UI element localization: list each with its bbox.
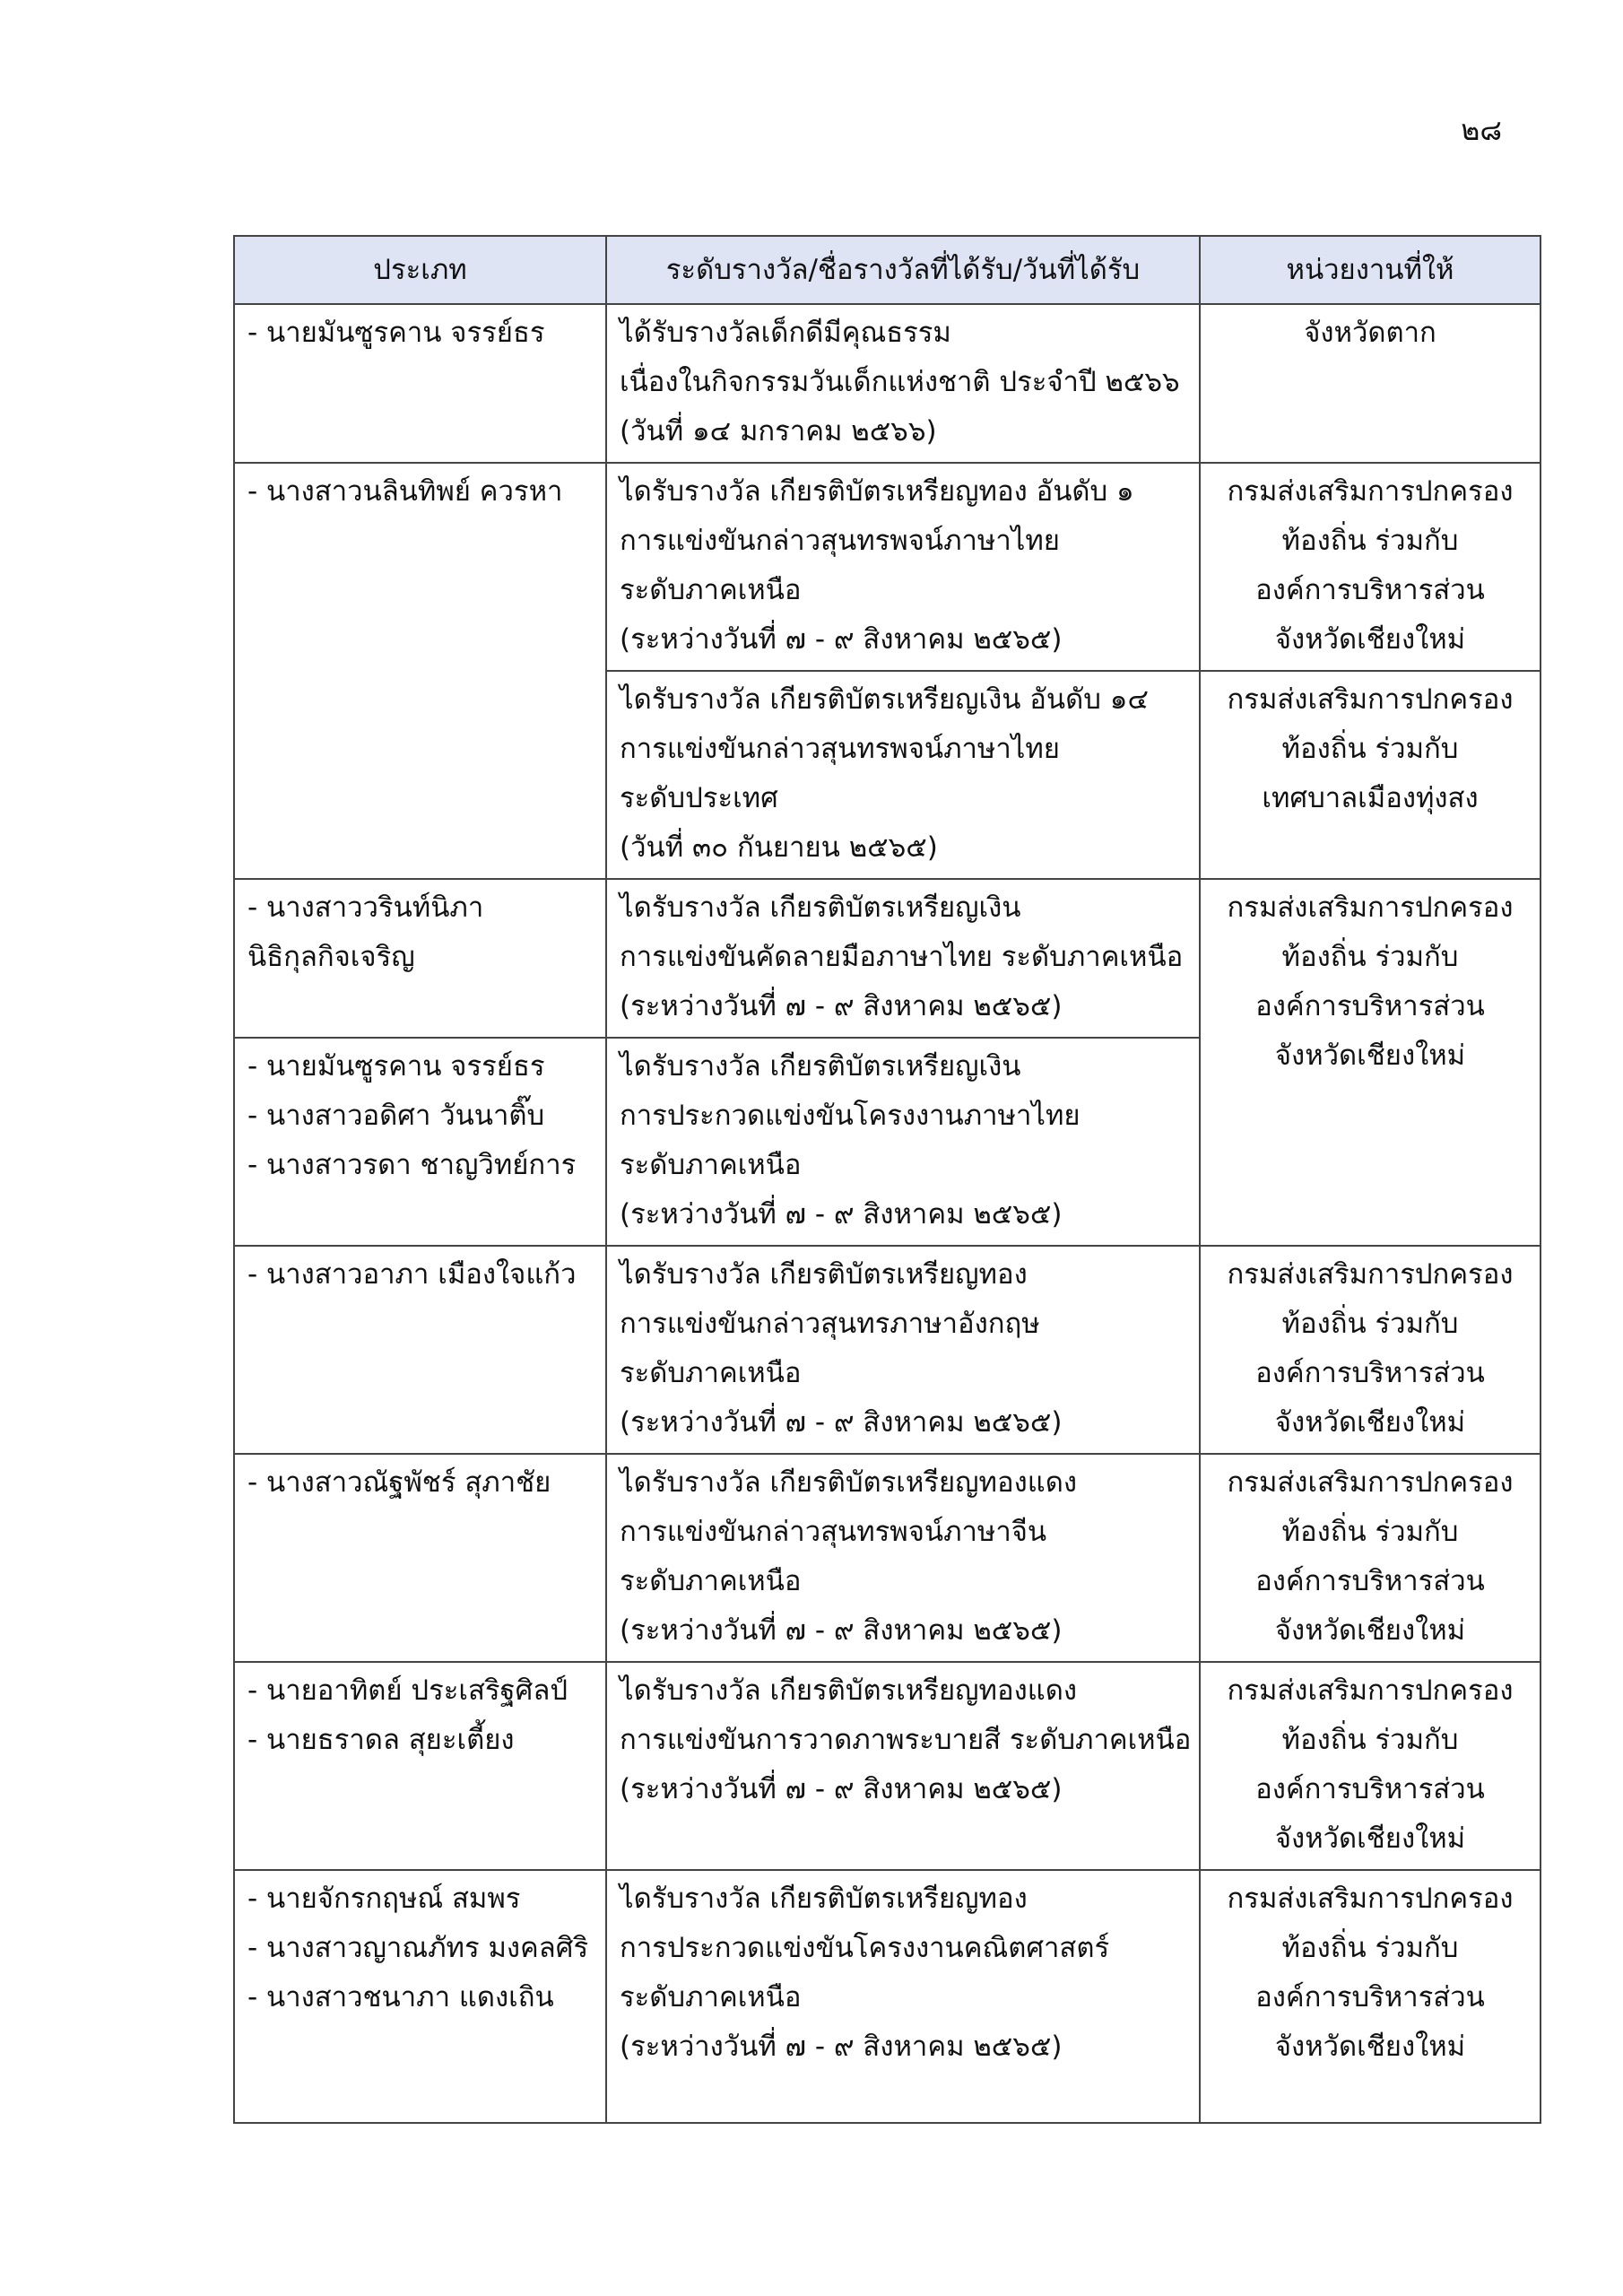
award-line: (ระหว่างวันที่ ๗ - ๙ สิงหาคม ๒๕๖๕)	[620, 623, 1063, 656]
award-line: ไดรับรางวัล เกียรติบัตรเหรียญเงิน อันดับ ๑๔	[620, 683, 1149, 716]
award-line: ระดับภาคเหนือ	[620, 1357, 802, 1389]
award-line: ระดับภาคเหนือ	[620, 574, 802, 606]
agency-cell	[1200, 671, 1541, 879]
student-name: - นางสาวณัฐพัชร์ สุภาชัย	[247, 1466, 551, 1499]
agency-line: จังหวัดเชียงใหม่	[1274, 1406, 1466, 1439]
agency-line: จังหวัดตาก	[1304, 317, 1436, 349]
student-name: - นายมันซูรคาน จรรย์ธร	[247, 317, 545, 349]
award-line: (ระหว่างวันที่ ๗ - ๙ สิงหาคม ๒๕๖๕)	[620, 1198, 1063, 1231]
agency-line: จังหวัดเชียงใหม่	[1274, 1822, 1466, 1855]
award-line: (ระหว่างวันที่ ๗ - ๙ สิงหาคม ๒๕๖๕)	[620, 1406, 1063, 1439]
award-line: การแข่งขันการวาดภาพระบายสี ระดับภาคเหนือ	[620, 1724, 1192, 1756]
agency-line: กรมส่งเสริมการปกครอง	[1227, 683, 1514, 716]
student-name: - นางสาวอดิศา วันนาติ๊บ	[247, 1100, 545, 1132]
agency-line: จังหวัดเชียงใหม่	[1274, 623, 1466, 656]
agency-line: กรมส่งเสริมการปกครอง	[1227, 1883, 1514, 1915]
award-line: การแข่งขันคัดลายมือภาษาไทย ระดับภาคเหนือ	[620, 941, 1184, 973]
award-line: ไดรับรางวัล เกียรติบัตรเหรียญเงิน	[620, 891, 1021, 924]
agency-line: ท้องถิ่น ร่วมกับ	[1281, 1308, 1459, 1340]
award-line: ไดรับรางวัล เกียรติบัตรเหรียญทอง	[620, 1883, 1028, 1915]
agency-line: ท้องถิ่น ร่วมกับ	[1281, 941, 1459, 973]
header-award: ระดับรางวัล/ชื่อรางวัลที่ได้รับ/วันที่ได้รับ	[606, 236, 1200, 304]
table-row	[234, 1870, 1541, 2123]
award-cell	[606, 1246, 1200, 1454]
agency-line: เทศบาลเมืองทุ่งสง	[1262, 782, 1479, 814]
award-line: การแข่งขันกล่าวสุนทรพจน์ภาษาไทย	[620, 733, 1060, 765]
names-cell	[234, 1454, 606, 1662]
page-number: ๒๘	[1461, 113, 1502, 147]
award-line: ไดรับรางวัล เกียรติบัตรเหรียญทองแดง	[620, 1466, 1077, 1499]
award-line: การประกวดแข่งขันโครงงานคณิตศาสตร์	[620, 1932, 1110, 1964]
award-cell	[606, 671, 1200, 879]
award-line: ระดับภาคเหนือ	[620, 1149, 802, 1181]
agency-line: จังหวัดเชียงใหม่	[1274, 1039, 1466, 1072]
agency-line: องค์การบริหารส่วน	[1255, 1773, 1485, 1805]
agency-line: องค์การบริหารส่วน	[1255, 1981, 1485, 2013]
award-line: การแข่งขันกล่าวสุนทรพจน์ภาษาไทย	[620, 525, 1060, 557]
table-row	[234, 879, 1541, 1038]
award-line: (ระหว่างวันที่ ๗ - ๙ สิงหาคม ๒๕๖๕)	[620, 1614, 1063, 1647]
student-name: - นางสาวอาภา เมืองใจแก้ว	[247, 1258, 577, 1291]
agency-line: ท้องถิ่น ร่วมกับ	[1281, 1932, 1459, 1964]
award-line: ได้รับรางวัลเด็กดีมีคุณธรรม	[620, 317, 951, 349]
agency-line: กรมส่งเสริมการปกครอง	[1227, 1674, 1514, 1707]
award-cell	[606, 879, 1200, 1038]
agency-line: องค์การบริหารส่วน	[1255, 1357, 1485, 1389]
names-cell	[234, 1662, 606, 1870]
agency-line: ท้องถิ่น ร่วมกับ	[1281, 525, 1459, 557]
award-line: (ระหว่างวันที่ ๗ - ๙ สิงหาคม ๒๕๖๕)	[620, 2031, 1063, 2063]
names-cell	[234, 463, 606, 879]
award-line: การแข่งขันกล่าวสุนทรภาษาอังกฤษ	[620, 1308, 1040, 1340]
header-agency: หน่วยงานที่ให้	[1200, 236, 1541, 304]
student-name: - นางสาวนลินทิพย์ ควรหา	[247, 475, 563, 508]
award-line: ระดับภาคเหนือ	[620, 1565, 802, 1597]
agency-line: จังหวัดเชียงใหม่	[1274, 1614, 1466, 1647]
agency-cell	[1200, 879, 1541, 1246]
award-cell	[606, 463, 1200, 671]
agency-line: ท้องถิ่น ร่วมกับ	[1281, 1724, 1459, 1756]
student-name: - นางสาวชนาภา แดงเถิน	[247, 1981, 554, 2013]
agency-line: ท้องถิ่น ร่วมกับ	[1281, 733, 1459, 765]
award-line: ไดรับรางวัล เกียรติบัตรเหรียญเงิน	[620, 1050, 1021, 1083]
agency-line: องค์การบริหารส่วน	[1255, 990, 1485, 1022]
student-name: - นายธราดล สุยะเตี้ยง	[247, 1724, 515, 1756]
agency-cell	[1200, 463, 1541, 671]
award-line: (ระหว่างวันที่ ๗ - ๙ สิงหาคม ๒๕๖๕)	[620, 990, 1063, 1022]
student-name: - นายมันซูรคาน จรรย์ธร	[247, 1050, 545, 1083]
agency-line: กรมส่งเสริมการปกครอง	[1227, 1466, 1514, 1499]
agency-line: ท้องถิ่น ร่วมกับ	[1281, 1516, 1459, 1548]
award-line: ไดรับรางวัล เกียรติบัตรเหรียญทอง	[620, 1258, 1028, 1291]
student-name: - นางสาวญาณภัทร มงคลศิริ	[247, 1932, 589, 1964]
award-cell	[606, 1454, 1200, 1662]
award-line: (ระหว่างวันที่ ๗ - ๙ สิงหาคม ๒๕๖๕)	[620, 1773, 1063, 1805]
award-line: ไดรับรางวัล เกียรติบัตรเหรียญทอง อันดับ ๑	[620, 475, 1134, 508]
agency-line: กรมส่งเสริมการปกครอง	[1227, 891, 1514, 924]
award-line: (วันที่ ๑๔ มกราคม ๒๕๖๖)	[620, 415, 937, 448]
award-line: การแข่งขันกล่าวสุนทรพจน์ภาษาจีน	[620, 1516, 1047, 1548]
table-row	[234, 463, 1541, 671]
agency-line: องค์การบริหารส่วน	[1255, 574, 1485, 606]
award-cell	[606, 304, 1200, 463]
student-name: - นายจักรกฤษณ์ สมพร	[247, 1883, 521, 1915]
agency-cell	[1200, 1246, 1541, 1454]
award-line: ไดรับรางวัล เกียรติบัตรเหรียญทองแดง	[620, 1674, 1077, 1707]
table-header-row	[234, 236, 1541, 304]
student-name: - นางสาววรินท์นิภา	[247, 891, 484, 924]
agency-cell	[1200, 1870, 1541, 2123]
agency-cell	[1200, 304, 1541, 463]
student-name: นิธิกุลกิจเจริญ	[247, 941, 415, 973]
student-name: - นางสาวรดา ชาญวิทย์การ	[247, 1149, 577, 1181]
agency-line: องค์การบริหารส่วน	[1255, 1565, 1485, 1597]
names-cell	[234, 879, 606, 1038]
student-name: - นายอาทิตย์ ประเสริฐศิลป์	[247, 1674, 568, 1707]
award-cell	[606, 1870, 1200, 2123]
award-line: (วันที่ ๓๐ กันยายน ๒๕๖๕)	[620, 831, 938, 864]
table-row	[234, 1662, 1541, 1870]
agency-cell	[1200, 1662, 1541, 1870]
table-row	[234, 1454, 1541, 1662]
award-line: เนื่องในกิจกรรมวันเด็กแห่งชาติ ประจำปี ๒๕๖๖	[620, 366, 1180, 398]
names-cell	[234, 1038, 606, 1246]
names-cell	[234, 1870, 606, 2123]
award-cell	[606, 1038, 1200, 1246]
award-line: การประกวดแข่งขันโครงงานภาษาไทย	[620, 1100, 1081, 1132]
agency-cell	[1200, 1454, 1541, 1662]
table-row	[234, 1246, 1541, 1454]
header-category: ประเภท	[234, 236, 606, 304]
agency-line: จังหวัดเชียงใหม่	[1274, 2031, 1466, 2063]
names-cell	[234, 1246, 606, 1454]
award-cell	[606, 1662, 1200, 1870]
names-cell	[234, 304, 606, 463]
award-line: ระดับภาคเหนือ	[620, 1981, 802, 2013]
agency-line: กรมส่งเสริมการปกครอง	[1227, 1258, 1514, 1291]
award-line: ระดับประเทศ	[620, 782, 778, 814]
table-row	[234, 304, 1541, 463]
agency-line: กรมส่งเสริมการปกครอง	[1227, 475, 1514, 508]
awards-table	[233, 235, 1541, 2124]
